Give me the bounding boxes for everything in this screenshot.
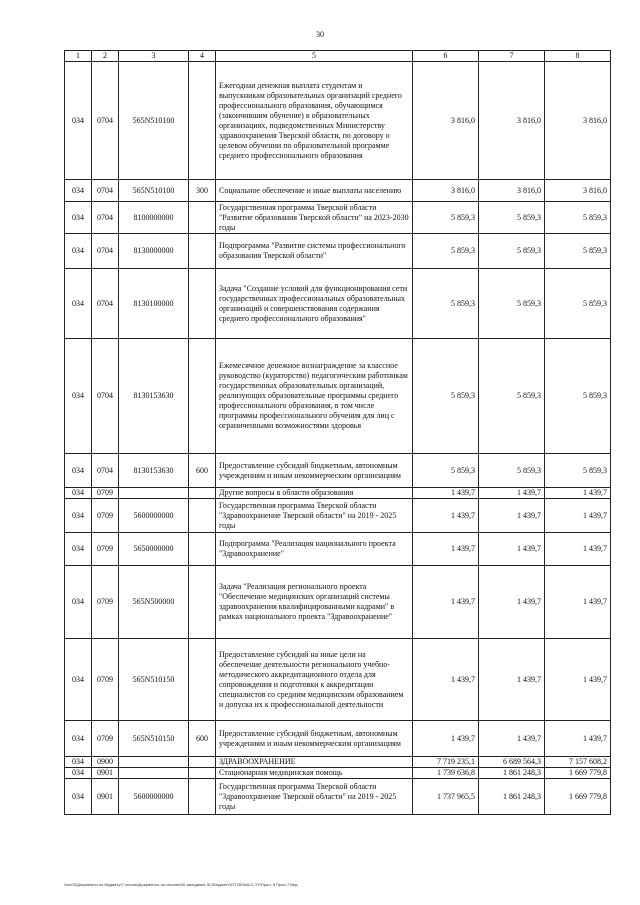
header-cell: 2 [92,51,119,62]
amount-cell-7: 1 439,7 [479,566,545,639]
item-name-cell: Задача "Создание условий для функционирования сети государственных профессиональных образовательных организаций и совершенствования содержания среднего профессионального образования" [216,269,413,339]
item-name-cell: Предоставление субсидий на иные цели на обеспечение деятельности регионального учебно-методического аккредитационного отдела для сопровождения и подготовки к аккредитации специалистов со средним медицинским образованием и допуска их к профессиональной деятельности [216,639,413,721]
target-article-cell: 565N510150 [119,639,189,721]
amount-cell-7: 1 861 248,3 [479,779,545,815]
item-name-cell: Социальное обеспечение и иные выплаты населению [216,180,413,202]
amount-cell-8: 5 859,3 [545,454,611,488]
amount-cell-7: 5 859,3 [479,202,545,234]
admin-code-cell: 034 [65,202,92,234]
amount-cell-6: 1 439,7 [413,499,479,533]
expense-type-cell: 600 [189,721,216,757]
section-code-cell: 0709 [92,533,119,566]
page-number: 30 [316,30,324,39]
amount-cell-6: 7 719 235,1 [413,757,479,768]
amount-cell-6: 3 816,0 [413,62,479,180]
amount-cell-7: 3 816,0 [479,180,545,202]
expense-type-cell [189,499,216,533]
target-article-cell: 565N500000 [119,566,189,639]
header-cell: 4 [189,51,216,62]
section-code-cell: 0709 [92,566,119,639]
table-row [65,533,611,566]
expense-type-cell [189,269,216,339]
amount-cell-8: 5 859,3 [545,202,611,234]
section-code-cell: 0704 [92,62,119,180]
section-code-cell: 0901 [92,768,119,779]
amount-cell-8: 3 816,0 [545,180,611,202]
admin-code-cell: 034 [65,757,92,768]
admin-code-cell: 034 [65,499,92,533]
expense-type-cell [189,202,216,234]
amount-cell-6: 1 439,7 [413,639,479,721]
item-name-cell: Подпрограмма "Реализация национального проекта "Здравоохранение" [216,533,413,566]
header-cell: 6 [413,51,479,62]
item-name-cell: Ежемесячное денежное вознаграждение за классное руководство (кураторство) педагогическим работникам государственных образовательных организаций, реализующих образовательные программы среднего профессионального образования, в том числе программы профессионального обучения для лиц с ограниченными возможностями здоровья [216,339,413,454]
amount-cell-7: 3 816,0 [479,62,545,180]
target-article-cell [119,768,189,779]
amount-cell-8: 1 439,7 [545,499,611,533]
admin-code-cell: 034 [65,180,92,202]
amount-cell-6: 1 739 636,8 [413,768,479,779]
amount-cell-8: 1 439,7 [545,566,611,639]
table-row [65,757,611,768]
table-row [65,180,611,202]
amount-cell-8: 3 816,0 [545,62,611,180]
amount-cell-8: 7 157 608,2 [545,757,611,768]
amount-cell-8: 5 859,3 [545,339,611,454]
section-code-cell: 0901 [92,779,119,815]
section-code-cell: 0709 [92,639,119,721]
admin-code-cell: 034 [65,62,92,180]
expense-type-cell: 300 [189,180,216,202]
target-article-cell: 8130153630 [119,339,189,454]
target-article-cell: 5600000000 [119,499,189,533]
admin-code-cell: 034 [65,639,92,721]
amount-cell-6: 5 859,3 [413,269,479,339]
amount-cell-8: 1 669 779,8 [545,768,611,779]
table-row [65,779,611,815]
admin-code-cell: 034 [65,768,92,779]
table-row [65,62,611,180]
target-article-cell: 565N510150 [119,721,189,757]
target-article-cell: 565N510100 [119,180,189,202]
expense-type-cell [189,234,216,269]
table-row [65,234,611,269]
target-article-cell: 8130000000 [119,234,189,269]
header-cell: 5 [216,51,413,62]
amount-cell-6: 5 859,3 [413,454,479,488]
budget-table [64,50,611,815]
header-row [65,51,611,62]
header-cell: 3 [119,51,189,62]
table-row [65,768,611,779]
section-code-cell: 0704 [92,234,119,269]
item-name-cell: Задача "Реализация регионального проекта "Обеспечение медицинских организаций системы здравоохранения квалифицированными кадрами" в рамках национального проекта "Здравоохранение" [216,566,413,639]
table-row [65,202,611,234]
admin-code-cell: 034 [65,454,92,488]
amount-cell-6: 1 439,7 [413,721,479,757]
amount-cell-8: 5 859,3 [545,234,611,269]
section-code-cell: 0704 [92,180,119,202]
admin-code-cell: 034 [65,779,92,815]
section-code-cell: 0704 [92,269,119,339]
expense-type-cell [189,488,216,499]
item-name-cell: Предоставление субсидий бюджетным, автономным учреждениям и иным некоммерческим организациям [216,721,413,757]
amount-cell-8: 1 669 779,8 [545,779,611,815]
expense-type-cell [189,339,216,454]
amount-cell-6: 5 859,3 [413,339,479,454]
expense-type-cell [189,533,216,566]
amount-cell-7: 1 861 248,3 [479,768,545,779]
item-name-cell: Ежегодная денежная выплата студентам и выпускникам образовательных организаций среднего профессионального образования, обучающимся (закончившим обучение) в образовательных организациях, подведомственных Министерству здравоохранения Тверской области, по договору о целевом обучении по образовательной программе среднего профессионального образования [216,62,413,180]
expense-type-cell [189,639,216,721]
target-article-cell: 5600000000 [119,779,189,815]
item-name-cell: Государственная программа Тверской области "Здравоохранение Тверской области" на 2019 - 2025 годы [216,499,413,533]
amount-cell-7: 5 859,3 [479,234,545,269]
amount-cell-7: 1 439,7 [479,721,545,757]
amount-cell-8: 1 439,7 [545,639,611,721]
footer-file-path: \\srv03\Документы по бюджету\7 сессия\Документы на сессию\28 заседание ЗС\Бюджет\ЗОТ28\ЗК8-О-ТУ\Прил. 6 Прил 7 Вед [64,882,298,887]
table-row [65,488,611,499]
target-article-cell: 8130153630 [119,454,189,488]
section-code-cell: 0900 [92,757,119,768]
table-row [65,639,611,721]
amount-cell-6: 1 439,7 [413,566,479,639]
amount-cell-6: 1 439,7 [413,533,479,566]
target-article-cell: 8100000000 [119,202,189,234]
admin-code-cell: 034 [65,269,92,339]
amount-cell-6: 5 859,3 [413,234,479,269]
admin-code-cell: 034 [65,488,92,499]
target-article-cell [119,488,189,499]
amount-cell-6: 1 439,7 [413,488,479,499]
target-article-cell: 5650000000 [119,533,189,566]
amount-cell-7: 6 689 564,3 [479,757,545,768]
section-code-cell: 0709 [92,721,119,757]
item-name-cell: Другие вопросы в области образования [216,488,413,499]
item-name-cell: Предоставление субсидий бюджетным, автономным учреждениям и иным некоммерческим организациям [216,454,413,488]
amount-cell-6: 1 737 965,5 [413,779,479,815]
item-name-cell: Стационарная медицинская помощь [216,768,413,779]
target-article-cell [119,757,189,768]
section-code-cell: 0704 [92,339,119,454]
amount-cell-7: 1 439,7 [479,533,545,566]
header-cell: 8 [545,51,611,62]
amount-cell-6: 3 816,0 [413,180,479,202]
table-row [65,339,611,454]
amount-cell-8: 1 439,7 [545,533,611,566]
expense-type-cell [189,62,216,180]
amount-cell-7: 5 859,3 [479,339,545,454]
target-article-cell: 565N510100 [119,62,189,180]
amount-cell-8: 5 859,3 [545,269,611,339]
admin-code-cell: 034 [65,339,92,454]
header-cell: 1 [65,51,92,62]
table-row [65,499,611,533]
table-row [65,721,611,757]
section-code-cell: 0709 [92,488,119,499]
amount-cell-8: 1 439,7 [545,488,611,499]
admin-code-cell: 034 [65,721,92,757]
item-name-cell: Подпрограмма "Развитие системы профессионального образования Тверской области" [216,234,413,269]
table-row [65,454,611,488]
amount-cell-8: 1 439,7 [545,721,611,757]
admin-code-cell: 034 [65,566,92,639]
amount-cell-7: 5 859,3 [479,454,545,488]
section-code-cell: 0704 [92,202,119,234]
table-row [65,566,611,639]
amount-cell-7: 1 439,7 [479,639,545,721]
item-name-cell: Государственная программа Тверской области "Здравоохранение Тверской области" на 2019 - 2025 годы [216,779,413,815]
table-row [65,269,611,339]
amount-cell-7: 1 439,7 [479,499,545,533]
item-name-cell: ЗДРАВООХРАНЕНИЕ [216,757,413,768]
expense-type-cell [189,757,216,768]
expense-type-cell [189,779,216,815]
admin-code-cell: 034 [65,533,92,566]
expense-type-cell: 600 [189,454,216,488]
amount-cell-7: 5 859,3 [479,269,545,339]
target-article-cell: 8130100000 [119,269,189,339]
amount-cell-7: 1 439,7 [479,488,545,499]
expense-type-cell [189,768,216,779]
amount-cell-6: 5 859,3 [413,202,479,234]
section-code-cell: 0704 [92,454,119,488]
item-name-cell: Государственная программа Тверской области "Развитие образования Тверской области" на 2023-2030 годы [216,202,413,234]
header-cell: 7 [479,51,545,62]
section-code-cell: 0709 [92,499,119,533]
expense-type-cell [189,566,216,639]
admin-code-cell: 034 [65,234,92,269]
